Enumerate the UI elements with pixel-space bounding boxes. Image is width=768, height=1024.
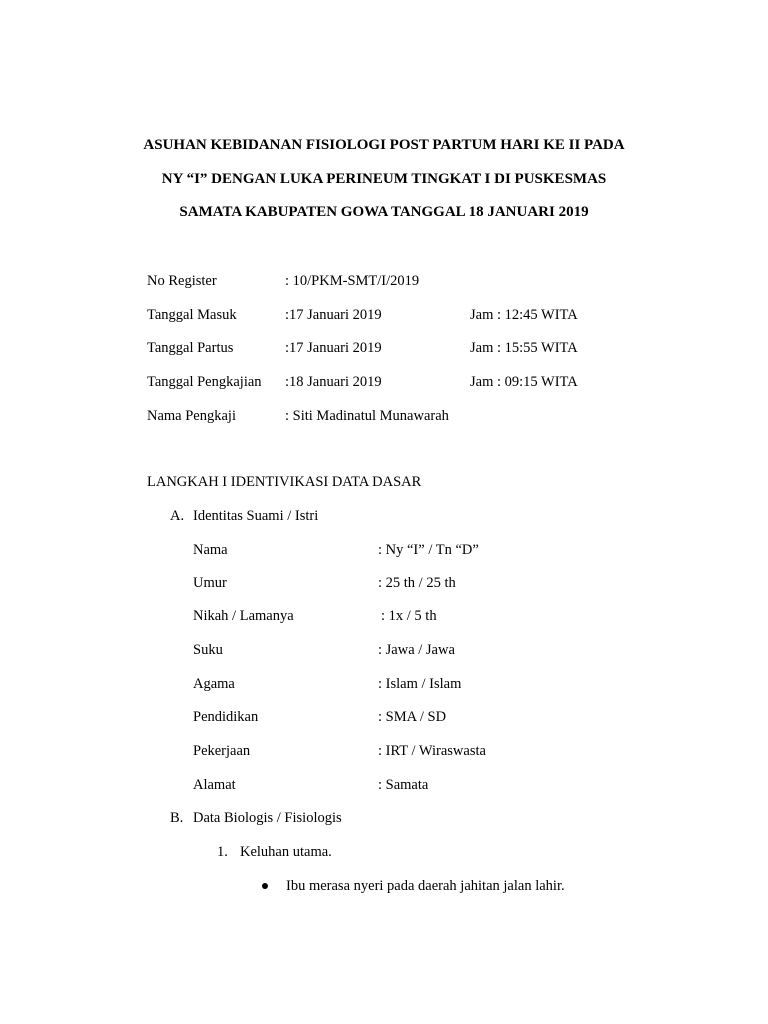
alamat-value: : Samata xyxy=(378,777,429,793)
tanggal-partus-value: :17 Januari 2019 xyxy=(285,340,382,356)
section-a-heading: Identitas Suami / Istri xyxy=(193,508,319,524)
no-register-label: No Register xyxy=(147,273,217,289)
section-b-heading: Data Biologis / Fisiologis xyxy=(193,810,342,826)
bullet-icon xyxy=(262,883,268,889)
document-title-line-1: ASUHAN KEBIDANAN FISIOLOGI POST PARTUM HARI KE II PADA xyxy=(143,137,625,153)
no-register-value: : 10/PKM-SMT/I/2019 xyxy=(285,273,420,289)
keluhan-utama-label: Keluhan utama. xyxy=(240,844,332,860)
document-title-line-3: SAMATA KABUPATEN GOWA TANGGAL 18 JANUARI 2019 xyxy=(179,204,589,220)
section-b-marker: B. xyxy=(170,810,184,826)
nama-label: Nama xyxy=(193,542,228,558)
tanggal-partus-jam: Jam : 15:55 WITA xyxy=(470,340,578,356)
nama-pengkaji-label: Nama Pengkaji xyxy=(147,408,236,424)
nikah-label: Nikah / Lamanya xyxy=(193,608,294,624)
item-1-marker: 1. xyxy=(217,844,228,860)
suku-label: Suku xyxy=(193,642,223,658)
agama-value: : Islam / Islam xyxy=(378,676,462,692)
nama-value: : Ny “I” / Tn “D” xyxy=(378,542,479,558)
pekerjaan-label: Pekerjaan xyxy=(193,743,251,759)
tanggal-pengkajian-value: :18 Januari 2019 xyxy=(285,374,382,390)
nikah-value: : 1x / 5 th xyxy=(381,608,437,624)
pekerjaan-value: : IRT / Wiraswasta xyxy=(378,743,486,759)
tanggal-masuk-label: Tanggal Masuk xyxy=(147,307,237,323)
tanggal-pengkajian-jam: Jam : 09:15 WITA xyxy=(470,374,578,390)
suku-value: : Jawa / Jawa xyxy=(378,642,455,658)
umur-value: : 25 th / 25 th xyxy=(378,575,456,591)
pendidikan-label: Pendidikan xyxy=(193,709,259,725)
umur-label: Umur xyxy=(193,575,227,591)
pendidikan-value: : SMA / SD xyxy=(378,709,447,725)
agama-label: Agama xyxy=(193,676,235,692)
tanggal-partus-label: Tanggal Partus xyxy=(147,340,234,356)
tanggal-masuk-jam: Jam : 12:45 WITA xyxy=(470,307,578,323)
nama-pengkaji-value: : Siti Madinatul Munawarah xyxy=(285,408,449,424)
tanggal-pengkajian-label: Tanggal Pengkajian xyxy=(147,374,262,390)
section-heading: LANGKAH I IDENTIVIKASI DATA DASAR xyxy=(147,474,422,490)
document-title-line-2: NY “I” DENGAN LUKA PERINEUM TINGKAT I DI PUSKESMAS xyxy=(161,171,607,187)
keluhan-bullet-text: Ibu merasa nyeri pada daerah jahitan jalan lahir. xyxy=(286,878,565,894)
alamat-label: Alamat xyxy=(193,777,236,793)
section-a-marker: A. xyxy=(170,508,185,524)
tanggal-masuk-value: :17 Januari 2019 xyxy=(285,307,382,323)
